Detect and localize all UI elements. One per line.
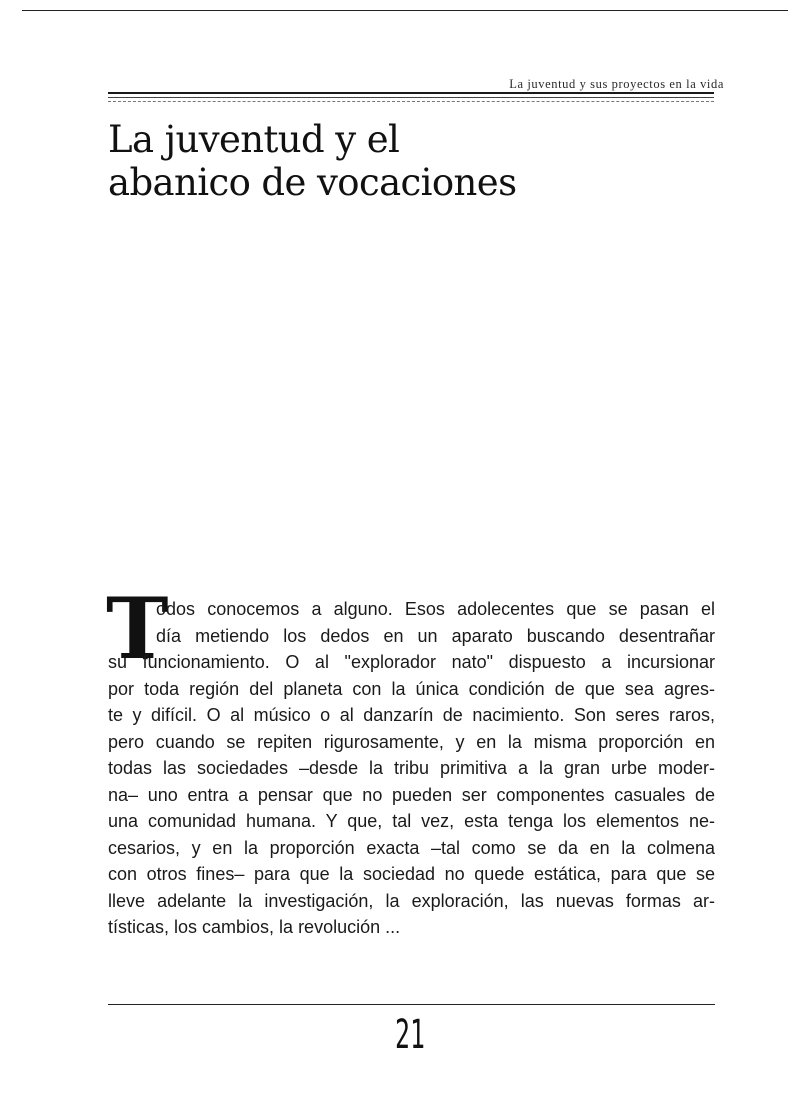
paragraph-line: odos conocemos a alguno. Esos adolecentes que se pasan el — [156, 599, 715, 619]
chapter-title-line: abanico de vocaciones — [108, 161, 517, 204]
top-border-rule — [22, 10, 788, 11]
paragraph-line: por toda región del planeta con la única condición de que sea agres- — [108, 678, 715, 699]
paragraph-line: cesarios, y en la proporción exacta –tal como se da en la colmena — [108, 837, 715, 858]
paragraph-line: lleve adelante la investigación, la exploración, las nuevas formas ar- — [108, 890, 715, 911]
paragraph-line: tísticas, los cambios, la revolución ... — [108, 917, 401, 937]
header-rule — [108, 101, 714, 102]
paragraph-line: una comunidad humana. Y que, tal vez, esta tenga los elementos ne- — [108, 811, 715, 831]
paragraph-line: te y difícil. O al músico o al danzarín de nacimiento. Son seres raros, — [108, 705, 715, 725]
drop-cap: T — [106, 579, 169, 678]
footer-rule — [108, 1004, 715, 1005]
paragraph-line: todas las sociedades –desde la tribu primitiva a la gran urbe moder- — [108, 758, 715, 778]
header-rule — [108, 97, 714, 98]
paragraph-line: con otros fines– para que la sociedad no quede estática, para que se — [108, 864, 715, 884]
page-number: 21 — [395, 1012, 425, 1058]
paragraph-line: na– uno entra a pensar que no pueden ser componentes casuales de — [108, 784, 715, 805]
chapter-title-line: La juventud y el — [108, 118, 400, 161]
running-head: La juventud y sus proyectos en la vida — [509, 77, 724, 91]
paragraph-line: día metiendo los dedos en un aparato buscando desentrañar — [156, 625, 715, 646]
body-paragraph — [106, 579, 715, 941]
header-rule — [108, 92, 714, 94]
paragraph-line: pero cuando se repiten rigurosamente, y en la misma proporción en — [108, 731, 715, 752]
chapter-title — [108, 118, 668, 204]
paragraph-line: su funcionamiento. O al "explorador nato" dispuesto a incursionar — [108, 652, 715, 672]
